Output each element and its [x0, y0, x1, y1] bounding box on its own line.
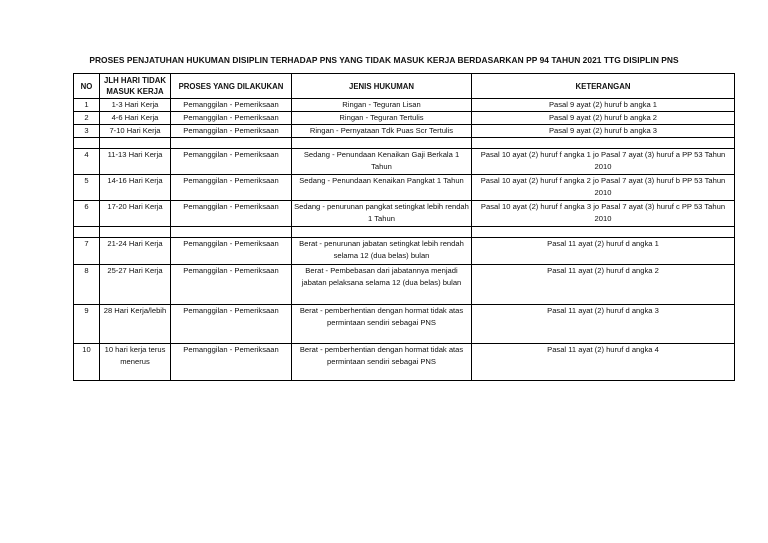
header-no: NO [74, 74, 100, 99]
cell-proses: Pemanggilan - Pemeriksaan [171, 149, 292, 175]
cell-hari: 28 Hari Kerja/lebih [100, 305, 171, 344]
cell-no: 4 [74, 149, 100, 175]
table-row [74, 344, 735, 381]
header-proses: PROSES YANG DILAKUKAN [171, 74, 292, 99]
cell-jenis: Ringan - Teguran Tertulis [292, 112, 472, 125]
table-row [74, 112, 735, 125]
document-title: PROSES PENJATUHAN HUKUMAN DISIPLIN TERHADAP PNS YANG TIDAK MASUK KERJA BERDASARKAN PP 94 TAHUN 2021 TTG DISIPLIN PNS [89, 55, 679, 65]
table-header-row [74, 74, 735, 99]
cell-jenis: Ringan - Teguran Lisan [292, 99, 472, 112]
cell-keterangan: Pasal 11 ayat (2) huruf d angka 2 [472, 265, 735, 305]
cell-keterangan: Pasal 10 ayat (2) huruf f angka 3 jo Pasal 7 ayat (3) huruf c PP 53 Tahun 2010 [472, 201, 735, 227]
group-spacer-row [74, 227, 735, 238]
cell-jenis: Berat - pemberhentian dengan hormat tidak atas permintaan sendiri sebagai PNS [292, 344, 472, 381]
cell-no: 10 [74, 344, 100, 381]
cell-proses: Pemanggilan - Pemeriksaan [171, 238, 292, 265]
cell-keterangan: Pasal 9 ayat (2) huruf b angka 1 [472, 99, 735, 112]
cell-jenis: Berat - pemberhentian dengan hormat tidak atas permintaan sendiri sebagai PNS [292, 305, 472, 344]
cell-keterangan: Pasal 11 ayat (2) huruf d angka 4 [472, 344, 735, 381]
cell-proses: Pemanggilan - Pemeriksaan [171, 201, 292, 227]
group-spacer-row [74, 138, 735, 149]
table-row [74, 125, 735, 138]
header-hari: JLH HARI TIDAK MASUK KERJA [100, 74, 171, 99]
cell-no: 5 [74, 175, 100, 201]
cell-jenis: Sedang - Penundaan Kenaikan Gaji Berkala 1 Tahun [292, 149, 472, 175]
cell-keterangan: Pasal 9 ayat (2) huruf b angka 3 [472, 125, 735, 138]
cell-hari: 17-20 Hari Kerja [100, 201, 171, 227]
cell-proses: Pemanggilan - Pemeriksaan [171, 265, 292, 305]
discipline-table [73, 73, 735, 381]
cell-no: 7 [74, 238, 100, 265]
cell-no: 6 [74, 201, 100, 227]
cell-hari: 21-24 Hari Kerja [100, 238, 171, 265]
table-row [74, 201, 735, 227]
cell-no: 8 [74, 265, 100, 305]
cell-keterangan: Pasal 9 ayat (2) huruf b angka 2 [472, 112, 735, 125]
table-row [74, 149, 735, 175]
table-row [74, 305, 735, 344]
cell-no: 2 [74, 112, 100, 125]
cell-proses: Pemanggilan - Pemeriksaan [171, 125, 292, 138]
table-row [74, 238, 735, 265]
cell-hari: 10 hari kerja terus menerus [100, 344, 171, 381]
cell-proses: Pemanggilan - Pemeriksaan [171, 344, 292, 381]
table-row [74, 99, 735, 112]
cell-jenis: Sedang - Penundaan Kenaikan Pangkat 1 Tahun [292, 175, 472, 201]
cell-hari: 14-16 Hari Kerja [100, 175, 171, 201]
cell-hari: 7-10 Hari Kerja [100, 125, 171, 138]
cell-jenis: Ringan - Pernyataan Tdk Puas Scr Tertulis [292, 125, 472, 138]
cell-no: 9 [74, 305, 100, 344]
cell-proses: Pemanggilan - Pemeriksaan [171, 175, 292, 201]
cell-no: 1 [74, 99, 100, 112]
table-row [74, 265, 735, 305]
cell-jenis: Sedang - penurunan pangkat setingkat lebih rendah 1 Tahun [292, 201, 472, 227]
cell-proses: Pemanggilan - Pemeriksaan [171, 112, 292, 125]
header-keterangan: KETERANGAN [472, 74, 735, 99]
cell-keterangan: Pasal 10 ayat (2) huruf f angka 2 jo Pasal 7 ayat (3) huruf b PP 53 Tahun 2010 [472, 175, 735, 201]
header-jenis: JENIS HUKUMAN [292, 74, 472, 99]
cell-no: 3 [74, 125, 100, 138]
cell-keterangan: Pasal 11 ayat (2) huruf d angka 3 [472, 305, 735, 344]
cell-keterangan: Pasal 10 ayat (2) huruf f angka 1 jo Pasal 7 ayat (3) huruf a PP 53 Tahun 2010 [472, 149, 735, 175]
cell-hari: 1-3 Hari Kerja [100, 99, 171, 112]
cell-hari: 25-27 Hari Kerja [100, 265, 171, 305]
cell-hari: 4-6 Hari Kerja [100, 112, 171, 125]
cell-keterangan: Pasal 11 ayat (2) huruf d angka 1 [472, 238, 735, 265]
cell-proses: Pemanggilan - Pemeriksaan [171, 99, 292, 112]
cell-hari: 11-13 Hari Kerja [100, 149, 171, 175]
table-row [74, 175, 735, 201]
cell-proses: Pemanggilan - Pemeriksaan [171, 305, 292, 344]
cell-jenis: Berat - Pembebasan dari jabatannya menjadi jabatan pelaksana selama 12 (dua belas) bulan [292, 265, 472, 305]
cell-jenis: Berat - penurunan jabatan setingkat lebih rendah selama 12 (dua belas) bulan [292, 238, 472, 265]
